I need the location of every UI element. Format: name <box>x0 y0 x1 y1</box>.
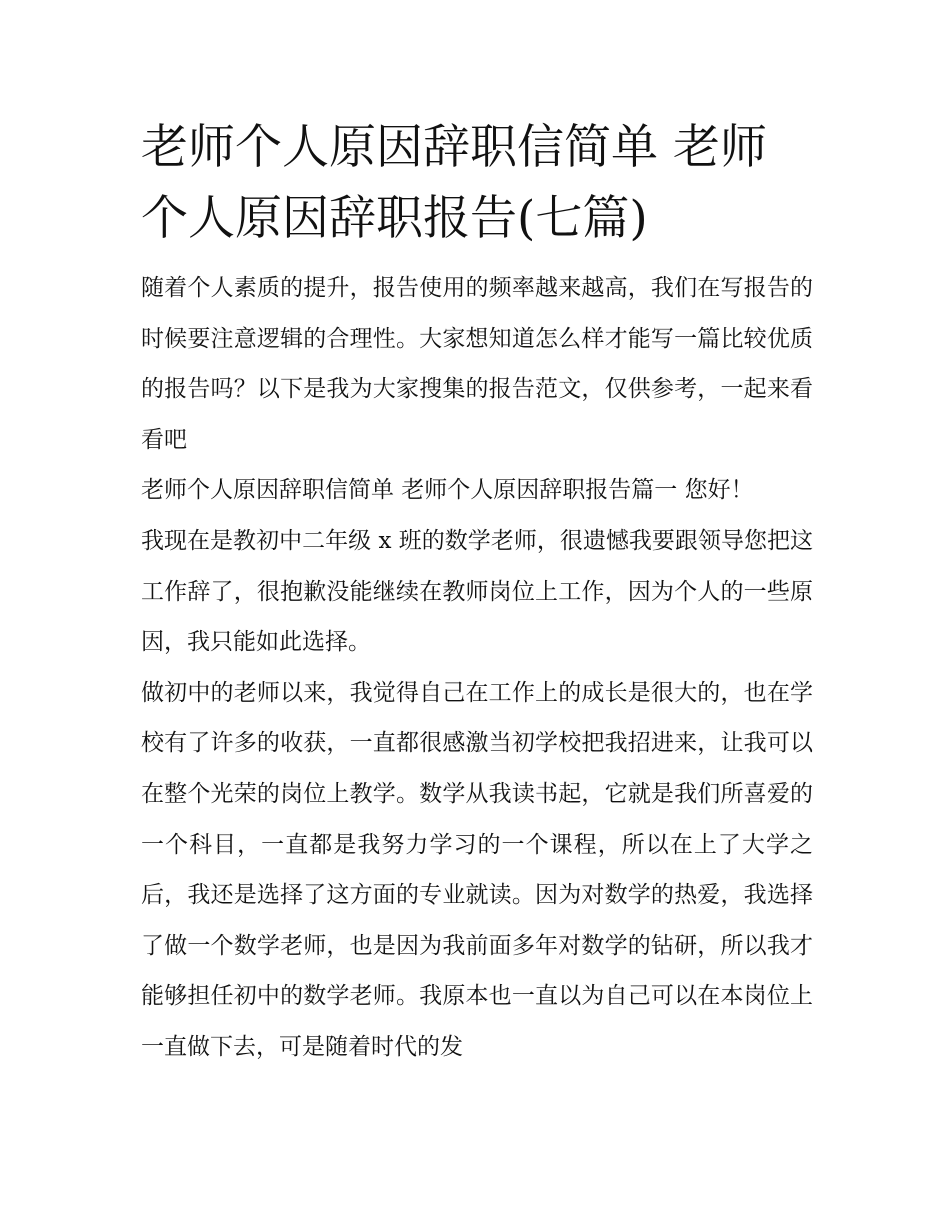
document-title <box>141 112 813 254</box>
letter-heading-paragraph: 老师个人原因辞职信简单 老师个人原因辞职报告篇一 您好！ <box>141 477 754 504</box>
body-paragraph: 做初中的老师以来，我觉得自己在工作上的成长是很大的，也在学校有了许多的收获，一直都很感激当初学校把我招进来，让我可以在整个光荣的岗位上教学。数学从我读书起，它就是我们所喜爱的一个科目，一直都是我努力学习的一个课程，所以在上了大学之后，我还是选择了这方面的专业就读。因为对数学的热爱，我选择了做一个数学老师，也是因为我前面多年对数学的钻研，所以我才能够担任初中的数学老师。我原本也一直以为自己可以在本岗位上一直做下去，可是随着时代的发 <box>141 679 813 1060</box>
title-line-1: 老师个人原因辞职信简单 老师 <box>141 120 767 175</box>
document-body <box>141 112 813 1073</box>
body-paragraph: 我现在是教初中二年级 x 班的数学老师，很遗憾我要跟领导您把这工作辞了，很抱歉没能继续在教师岗位上工作，因为个人的一些原因，我只能如此选择。 <box>141 527 813 656</box>
intro-paragraph: 随着个人素质的提升，报告使用的频率越来越高，我们在写报告的时候要注意逻辑的合理性。大家想知道怎么样才能写一篇比较优质的报告吗？以下是我为大家搜集的报告范文，仅供参考，一起来看看吧 <box>141 275 813 453</box>
title-line-2: 个人原因辞职报告(七篇) <box>141 191 648 246</box>
